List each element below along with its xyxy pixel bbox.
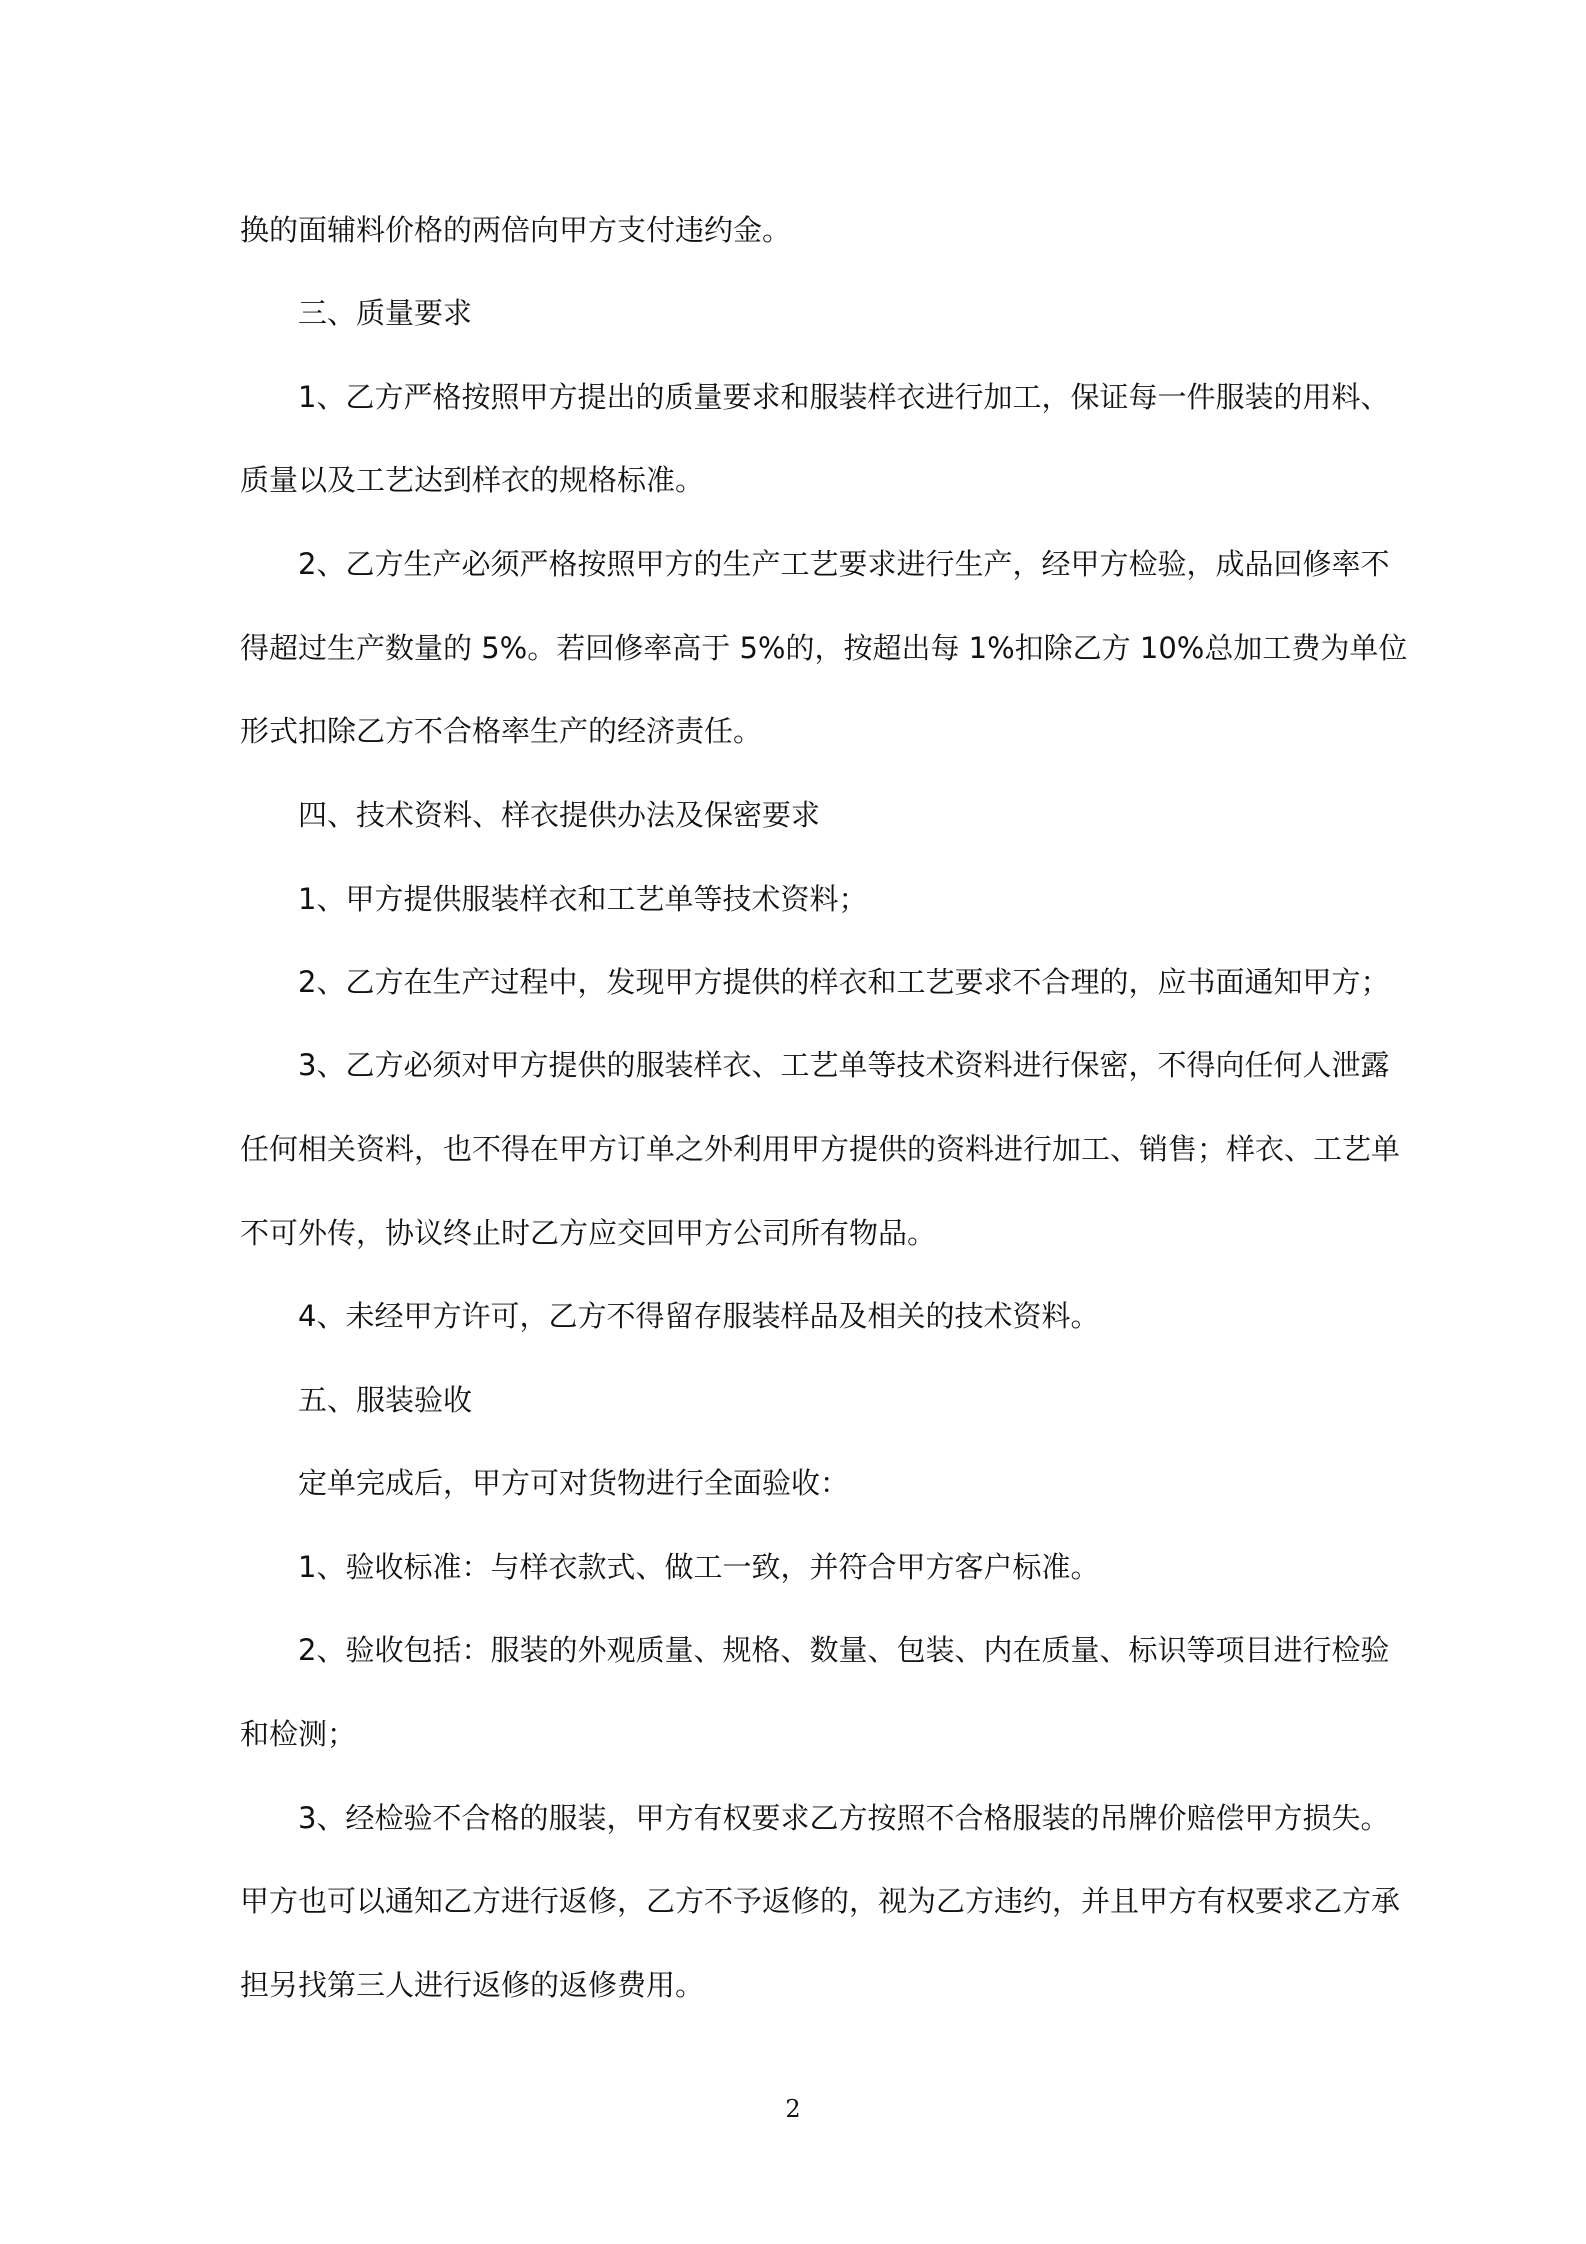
paragraph-line: 2、乙方在生产过程中，发现甲方提供的样衣和工艺要求不合理的，应书面通知甲方； xyxy=(298,965,1390,999)
paragraph-line: 3、经检验不合格的服装，甲方有权要求乙方按照不合格服装的吊牌价赔偿甲方损失。 xyxy=(298,1801,1390,1835)
section-heading: 五、服装验收 xyxy=(298,1383,473,1417)
paragraph-line: 1、甲方提供服装样衣和工艺单等技术资料； xyxy=(298,882,868,916)
paragraph-line: 4、未经甲方许可，乙方不得留存服装样品及相关的技术资料。 xyxy=(298,1299,1100,1333)
paragraph-line: 质量以及工艺达到样衣的规格标准。 xyxy=(240,463,705,497)
page-number: 2 xyxy=(785,2095,801,2123)
paragraph-line: 和检测； xyxy=(240,1717,357,1751)
paragraph-line: 换的面辅料价格的两倍向甲方支付违约金。 xyxy=(240,213,792,247)
section-heading: 四、技术资料、样衣提供办法及保密要求 xyxy=(298,798,821,832)
paragraph-line: 2、验收包括：服装的外观质量、规格、数量、包装、内在质量、标识等项目进行检验 xyxy=(298,1633,1390,1667)
section-heading: 三、质量要求 xyxy=(298,296,473,330)
paragraph-line: 2、乙方生产必须严格按照甲方的生产工艺要求进行生产，经甲方检验，成品回修率不 xyxy=(298,547,1390,581)
paragraph-line: 甲方也可以通知乙方进行返修，乙方不予返修的，视为乙方违约，并且甲方有权要求乙方承 xyxy=(240,1884,1401,1918)
paragraph-line: 得超过生产数量的 5%。若回修率高于 5%的，按超出每 1%扣除乙方 10%总加工费为单位 xyxy=(240,631,1408,665)
paragraph-line: 定单完成后，甲方可对货物进行全面验收： xyxy=(298,1466,850,1500)
paragraph-line: 3、乙方必须对甲方提供的服装样衣、工艺单等技术资料进行保密，不得向任何人泄露 xyxy=(298,1048,1390,1082)
paragraph-line: 1、乙方严格按照甲方提出的质量要求和服装样衣进行加工，保证每一件服装的用料、 xyxy=(298,380,1390,414)
paragraph-line: 不可外传，协议终止时乙方应交回甲方公司所有物品。 xyxy=(240,1216,937,1250)
paragraph-line: 形式扣除乙方不合格率生产的经济责任。 xyxy=(240,714,763,748)
paragraph-line: 担另找第三人进行返修的返修费用。 xyxy=(240,1968,705,2002)
paragraph-line: 1、验收标准：与样衣款式、做工一致，并符合甲方客户标准。 xyxy=(298,1550,1100,1584)
paragraph-line: 任何相关资料，也不得在甲方订单之外利用甲方提供的资料进行加工、销售；样衣、工艺单 xyxy=(240,1132,1401,1166)
